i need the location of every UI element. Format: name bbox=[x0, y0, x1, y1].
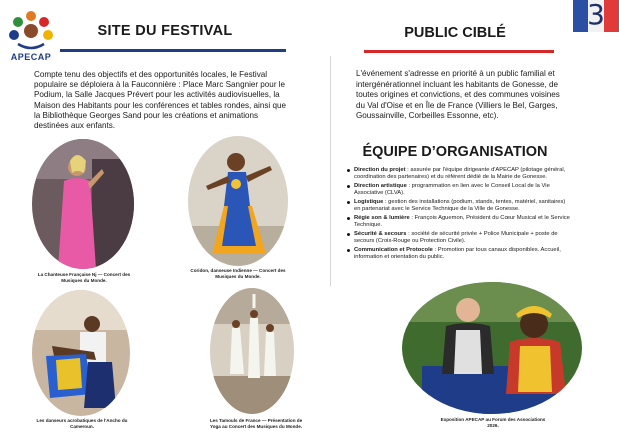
site-line: Maison des Habitants pour les conférences et tables rondes, ainsi que bbox=[34, 100, 286, 110]
site-line: Compte tenu des objectifs et des opportunités locales, le Festival bbox=[34, 70, 268, 79]
page-number-badge bbox=[573, 0, 619, 32]
team-item: Régie son & lumière : François Aguemon, Président du Cœur Musical et le Service Technique. bbox=[344, 215, 616, 229]
logo-text: APECAP bbox=[10, 52, 52, 62]
team-item-label: Sécurité & secours bbox=[354, 231, 407, 237]
team-item: Communication et Protocole : Promotion par tous canaux disponibles. Accueil, information et orientation du public. bbox=[344, 247, 616, 261]
apecap-logo bbox=[4, 8, 58, 64]
public-line: toutes origines et convictions, et des communes voisines bbox=[356, 90, 560, 100]
site-heading: SITE DU FESTIVAL bbox=[97, 23, 233, 39]
public-line: Goussainville, Corbeilles Essonne, etc). bbox=[356, 111, 499, 121]
team-item-label: Communication et Protocole bbox=[354, 247, 433, 253]
photo-caption: Coridon, danseuse Indienne — Concert des Musiques du Monde. bbox=[190, 268, 286, 279]
site-paragraph bbox=[34, 70, 316, 131]
public-paragraph bbox=[356, 69, 596, 122]
photo-dancer bbox=[188, 136, 288, 266]
public-heading: PUBLIC CIBLÉ bbox=[404, 25, 506, 41]
team-item: Logistique : gestion des installations (podium, stands, tentes, matériel, sanitaires) en partenariat avec le Service Technique de la Ville de Gonesse. bbox=[344, 199, 616, 213]
site-line: Podium, la Salle Jacques Prévert pour les activités audiovisuelles, la bbox=[34, 90, 280, 100]
team-list bbox=[344, 167, 616, 263]
site-line: destinées aux enfants. bbox=[34, 121, 115, 131]
site-line: populaire se déploiera à la Fauconnière : Place Marc Sangnier pour le bbox=[34, 80, 286, 90]
team-item: Direction du projet : assurée par l'équipe dirigeante d'APECAP (pilotage général, coordination des partenaires) et du référent dédié de la Mairie de Gonesse. bbox=[344, 167, 616, 181]
team-item-label: Direction artistique bbox=[354, 183, 407, 189]
team-item: Direction artistique : programmation en lien avec le Conseil Local de la Vie Associative (CLVA). bbox=[344, 183, 616, 197]
team-item: Sécurité & secours : société de sécurité privée + Police Municipale + poste de secours (Croix-Rouge ou Protection Civile). bbox=[344, 231, 616, 245]
photo-caption: Les Tamouls de France — Présentation de Yoga au Concert des Musiques du Monde. bbox=[209, 418, 303, 429]
photo-caption: Les danseurs acrobatiques de l'Ancho du Cameroun. bbox=[36, 418, 128, 429]
photo-acrobats bbox=[32, 290, 130, 416]
team-item-label: Logistique bbox=[354, 199, 384, 205]
public-line: du Val d'Oise et en Île de France (Villiers le Bel, Garges, bbox=[356, 100, 558, 110]
team-item-label: Direction du projet bbox=[354, 167, 406, 173]
site-heading-rule bbox=[60, 49, 286, 52]
photo-singer bbox=[32, 139, 134, 269]
photo-caption: Exposition APECAP au Forum des Associations 2026. bbox=[440, 417, 546, 428]
team-heading: ÉQUIPE D’ORGANISATION bbox=[362, 144, 548, 160]
public-line: L'événement s'adresse en priorité à un public familial et bbox=[356, 69, 555, 78]
team-item-label: Régie son & lumière bbox=[354, 215, 410, 221]
page-number: 3 bbox=[587, 0, 605, 31]
public-line: intergénérationnel incluant les habitants de Gonesse, de bbox=[356, 79, 559, 89]
photo-exposition bbox=[402, 282, 582, 414]
site-line: la Bibliothèque Georges Sand pour les créations et animations bbox=[34, 110, 259, 120]
photo-caption: La Chanteuse Française Nj — Concert des Musiques du Monde. bbox=[37, 272, 131, 283]
photo-yoga bbox=[210, 288, 294, 414]
public-heading-rule bbox=[364, 50, 554, 53]
column-divider bbox=[330, 56, 331, 286]
